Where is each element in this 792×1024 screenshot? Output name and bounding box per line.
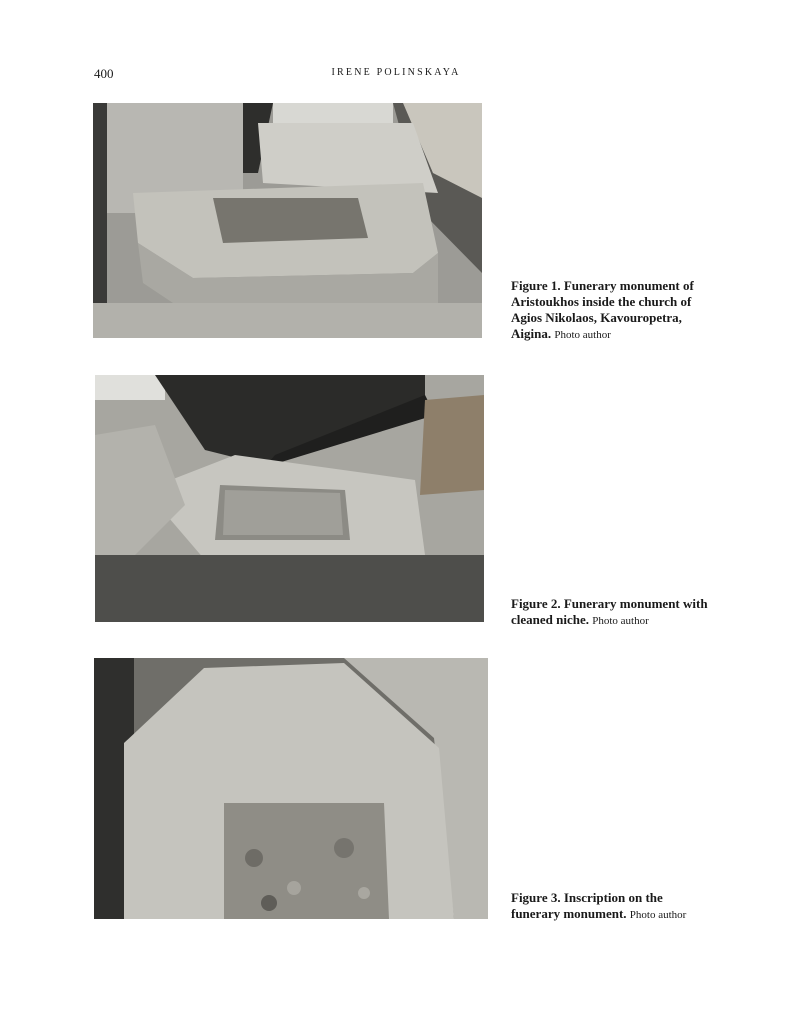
figure-1-text: Funerary monument of Aristoukhos inside the church of Agios Nikolaos, Kavouropetra, Aigina. xyxy=(511,278,694,341)
figure-2-text: Funerary monument with cleaned niche. xyxy=(511,596,708,627)
figure-2-label: Figure 2. xyxy=(511,596,561,611)
figure-2-credit: Photo author xyxy=(592,615,649,627)
figure-2-photo xyxy=(95,375,484,622)
page-number: 400 xyxy=(94,66,114,81)
figure-3-caption xyxy=(511,890,711,923)
figure-1-credit: Photo author xyxy=(554,329,611,341)
figure-1-caption xyxy=(511,278,711,343)
figure-2-caption xyxy=(511,596,711,629)
figure-1-photo xyxy=(93,103,482,338)
figure-3-credit: Photo author xyxy=(629,909,687,921)
figure-3-text: Inscription on the funerary monument. xyxy=(511,890,663,921)
running-head: IRENE POLINSKAYA xyxy=(331,67,461,78)
figure-1-label: Figure 1. xyxy=(511,278,561,293)
figure-3-label: Figure 3. xyxy=(511,890,561,905)
figure-3-photo xyxy=(94,658,488,919)
